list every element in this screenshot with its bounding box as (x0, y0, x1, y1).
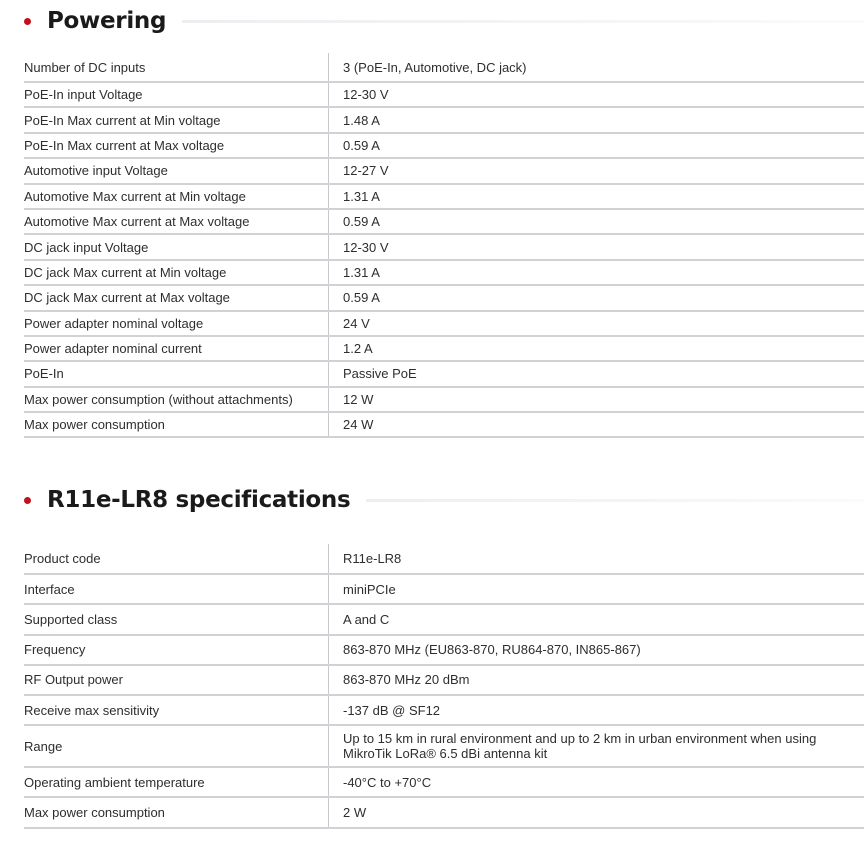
spec-key: Supported class (24, 604, 329, 634)
spec-value: 3 (PoE-In, Automotive, DC jack) (329, 53, 864, 82)
spec-row (24, 797, 864, 827)
spec-value: 2 W (329, 797, 864, 827)
spec-value: 24 V (329, 311, 864, 336)
spec-row (24, 285, 864, 310)
spec-row (24, 387, 864, 412)
spec-row (24, 412, 864, 437)
spec-value: 1.31 A (329, 184, 864, 209)
spec-value: 0.59 A (329, 133, 864, 158)
spec-key: Power adapter nominal voltage (24, 311, 329, 336)
section-title: Powering (47, 8, 167, 34)
spec-key: Receive max sensitivity (24, 695, 329, 725)
spec-row (24, 260, 864, 285)
spec-row (24, 665, 864, 695)
spec-key: Frequency (24, 635, 329, 665)
spec-key: PoE-In (24, 361, 329, 386)
spec-value: 1.48 A (329, 107, 864, 132)
spec-value: Passive PoE (329, 361, 864, 386)
bullet-dot-icon (24, 18, 31, 25)
section-title: R11e-LR8 specifications (47, 487, 351, 513)
bullet-dot-icon (24, 497, 31, 504)
spec-value: R11e-LR8 (329, 544, 864, 574)
spec-key: Range (24, 725, 329, 767)
spec-value: miniPCIe (329, 574, 864, 604)
spec-row (24, 234, 864, 259)
spec-key: Automotive Max current at Min voltage (24, 184, 329, 209)
spec-value: -40°C to +70°C (329, 767, 864, 797)
spec-key: DC jack input Voltage (24, 234, 329, 259)
spec-key: PoE-In Max current at Min voltage (24, 107, 329, 132)
spec-key: Interface (24, 574, 329, 604)
spec-key: Automotive input Voltage (24, 158, 329, 183)
spec-value: 12-27 V (329, 158, 864, 183)
spec-key: RF Output power (24, 665, 329, 695)
spec-key: DC jack Max current at Max voltage (24, 285, 329, 310)
spec-key: Power adapter nominal current (24, 336, 329, 361)
spec-row (24, 184, 864, 209)
spec-value: 1.2 A (329, 336, 864, 361)
spec-row (24, 574, 864, 604)
r11e-spec-table (24, 544, 864, 829)
spec-key: Product code (24, 544, 329, 574)
spec-value: 863-870 MHz (EU863-870, RU864-870, IN865-867) (329, 635, 864, 665)
spec-row (24, 311, 864, 336)
spec-key: DC jack Max current at Min voltage (24, 260, 329, 285)
spec-key: Operating ambient temperature (24, 767, 329, 797)
spec-value: 1.31 A (329, 260, 864, 285)
powering-spec-table (24, 53, 864, 438)
spec-key: PoE-In Max current at Max voltage (24, 133, 329, 158)
spec-row (24, 336, 864, 361)
spec-key: Max power consumption (24, 412, 329, 437)
spec-row (24, 158, 864, 183)
spec-key: Number of DC inputs (24, 53, 329, 82)
spec-value: 0.59 A (329, 209, 864, 234)
spec-value: 12-30 V (329, 82, 864, 107)
spec-row (24, 133, 864, 158)
heading-divider (366, 499, 864, 502)
spec-row (24, 725, 864, 767)
spec-row (24, 209, 864, 234)
spec-value: A and C (329, 604, 864, 634)
spec-key: PoE-In input Voltage (24, 82, 329, 107)
spec-row (24, 53, 864, 82)
spec-row (24, 767, 864, 797)
spec-value: 24 W (329, 412, 864, 437)
heading-divider (182, 20, 864, 23)
spec-value: Up to 15 km in rural environment and up to 2 km in urban environment when using MikroTik LoRa® 6.5 dBi antenna kit (329, 725, 864, 767)
spec-row (24, 82, 864, 107)
spec-value: 12 W (329, 387, 864, 412)
spec-row (24, 635, 864, 665)
spec-value: 863-870 MHz 20 dBm (329, 665, 864, 695)
spec-row (24, 361, 864, 386)
spec-row (24, 544, 864, 574)
spec-row (24, 695, 864, 725)
powering-section-heading (24, 8, 864, 34)
spec-key: Automotive Max current at Max voltage (24, 209, 329, 234)
r11e-section-heading (24, 487, 864, 513)
spec-value: 12-30 V (329, 234, 864, 259)
spec-row (24, 107, 864, 132)
spec-value: 0.59 A (329, 285, 864, 310)
spec-value: -137 dB @ SF12 (329, 695, 864, 725)
spec-key: Max power consumption (without attachments) (24, 387, 329, 412)
spec-row (24, 604, 864, 634)
spec-key: Max power consumption (24, 797, 329, 827)
